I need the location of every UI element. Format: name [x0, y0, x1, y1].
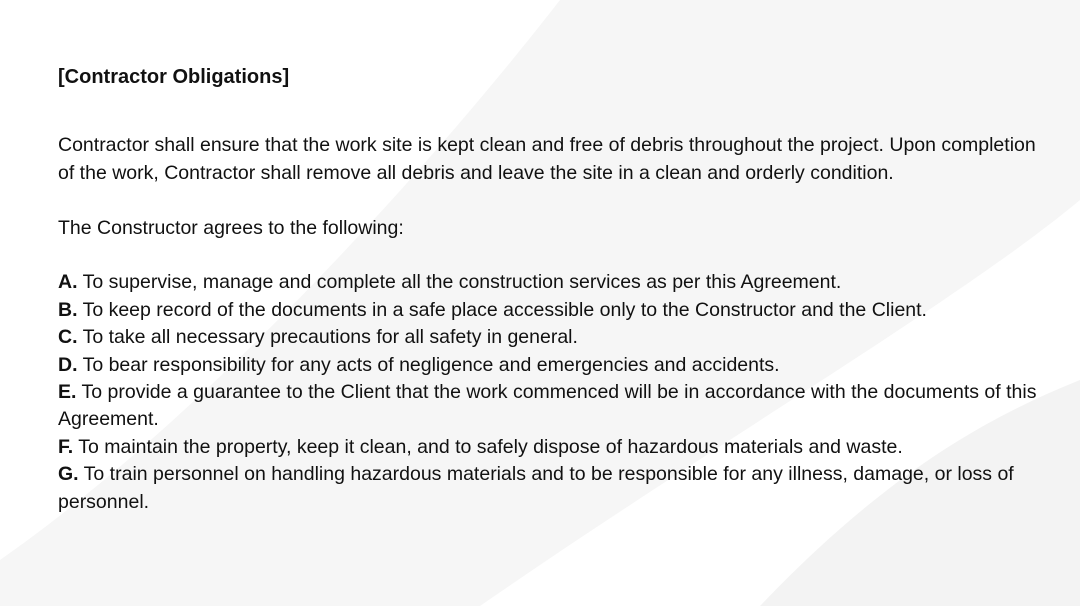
list-item — [58, 269, 1048, 296]
item-text: To provide a guarantee to the Client that the work commenced will be in accordance with the documents of this Agreement. — [58, 381, 1037, 431]
lead-paragraph: The Constructor agrees to the following: — [58, 216, 404, 239]
document-body — [58, 64, 1048, 516]
item-text: To maintain the property, keep it clean, and to safely dispose of hazardous materials and waste. — [78, 435, 903, 458]
list-item — [58, 324, 1048, 351]
item-letter: C. — [58, 326, 78, 349]
item-text: To bear responsibility for any acts of negligence and emergencies and accidents. — [82, 353, 780, 376]
item-letter: D. — [58, 353, 78, 376]
item-text: To take all necessary precautions for all safety in general. — [82, 326, 578, 349]
item-text: To supervise, manage and complete all the construction services as per this Agreement. — [82, 271, 842, 294]
section-heading: [Contractor Obligations] — [58, 66, 290, 88]
list-item — [58, 297, 1048, 324]
list-item — [58, 352, 1048, 379]
item-letter: G. — [58, 463, 79, 486]
item-letter: E. — [58, 381, 77, 404]
list-item — [58, 434, 1048, 461]
item-letter: B. — [58, 298, 78, 321]
list-item — [58, 379, 1048, 434]
item-letter: A. — [58, 271, 78, 294]
item-text: To train personnel on handling hazardous materials and to be responsible for any illness, damage, or loss of personnel. — [58, 463, 1014, 513]
intro-paragraph: Contractor shall ensure that the work site is kept clean and free of debris throughout the project. Upon completion of the work, Contractor shall remove all debris and leave the site in a clean and orderly condition. — [58, 134, 1036, 184]
item-letter: F. — [58, 435, 74, 458]
obligations-list — [58, 269, 1048, 516]
item-text: To keep record of the documents in a safe place accessible only to the Constructor and the Client. — [82, 298, 927, 321]
list-item — [58, 461, 1048, 516]
